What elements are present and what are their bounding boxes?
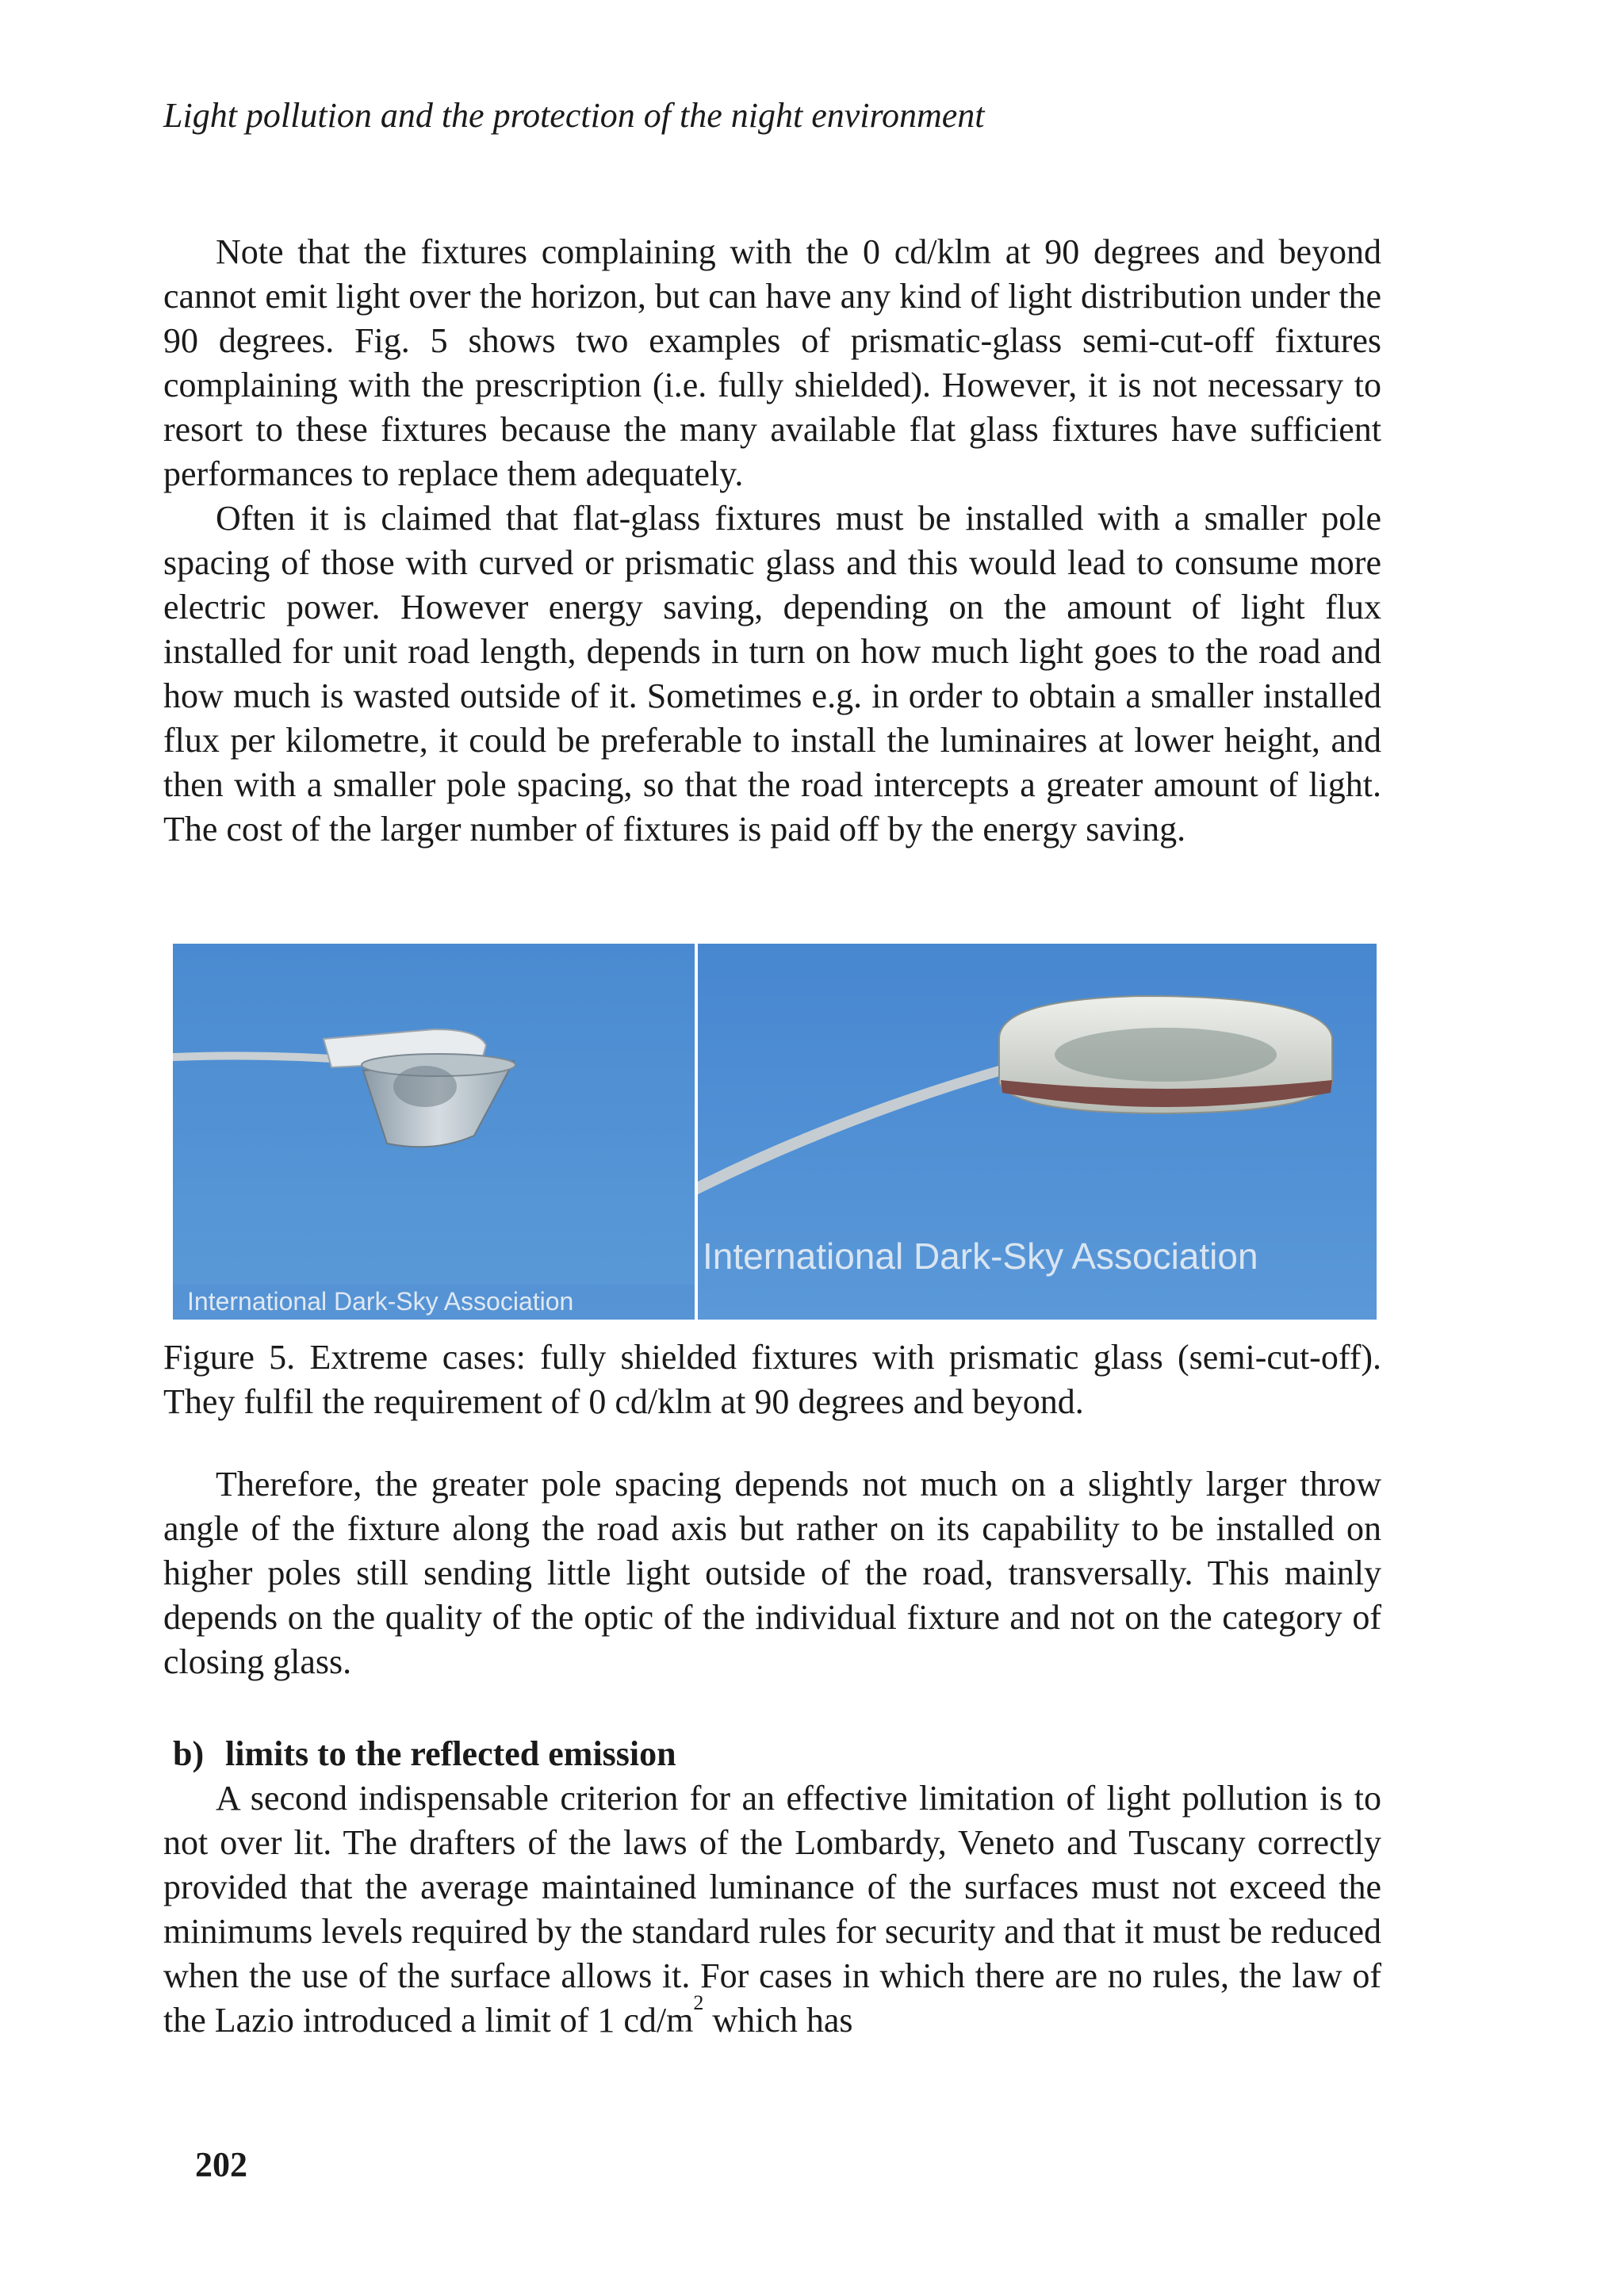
superscript: 2 <box>693 1991 704 2014</box>
paragraph-therefore: Therefore, the greater pole spacing depends not much on a slightly larger throw angle of the fixture along the road axis but rather on its capability to be installed on higher poles still sending little light outside of the road, transversally. This mainly depends on the quality of the optic of the individual fixture and not on the category of closing glass. <box>163 1465 1381 1681</box>
paragraph-text: A second indispensable criterion for an effective limitation of light pollution is to not over lit. The drafters of the laws of the Lombardy, Veneto and Tuscany correctly provided that the average maintained luminance of the surfaces must not exceed the minimums levels required by the standard rules for security and that it must be reduced when the use of the surface allows it. For cases in which there are no rules, the law of the Lazio introduced a limit of 1 cd/m <box>163 1779 1381 2040</box>
figure-caption: Figure 5. Extreme cases: fully shielded fixtures with prismatic glass (semi-cut-off). They fulfil the requirement of 0 cd/klm at 90 degrees and beyond. <box>163 1338 1381 1421</box>
streetlight-semi-cutoff-image <box>173 944 695 1320</box>
section-title: limits to the reflected emission <box>225 1734 676 1773</box>
page-number: 202 <box>195 2145 247 2184</box>
paragraph-text-end: which has <box>703 2001 853 2040</box>
paragraph-reflected-emission <box>163 1776 1381 2043</box>
section-heading-b <box>173 1732 676 1776</box>
body-text-block-3 <box>163 1776 1381 2043</box>
paragraph-fixtures-note: Note that the fixtures complaining with the 0 cd/klm at 90 degrees and beyond cannot emit light over the horizon, but can have any kind of light distribution under the 90 degrees. Fig. 5 shows two examples of prismatic-glass semi-cut-off fixtures complaining with the prescription (i.e. fully shielded). However, it is not necessary to resort to these fixtures because the many available flat glass fixtures have sufficient performances to replace them adequately. <box>163 232 1381 493</box>
body-text-block-1 <box>163 230 1381 852</box>
watermark-right: International Dark-Sky Association <box>703 1236 1258 1277</box>
streetlight-prismatic-image <box>698 944 1377 1320</box>
figure-5-right-photo <box>698 944 1377 1320</box>
figure-5-left-photo <box>173 944 695 1320</box>
body-text-block-2 <box>163 1462 1381 1684</box>
running-header: Light pollution and the protection of the night environment <box>163 96 985 135</box>
watermark-left: International Dark-Sky Association <box>187 1287 574 1316</box>
section-number: b) <box>173 1734 205 1773</box>
paragraph-pole-spacing: Often it is claimed that flat-glass fixtures must be installed with a smaller pole spacing of those with curved or prismatic glass and this would lead to consume more electric power. However energy saving, depending on the amount of light flux installed for unit road length, depends in turn on how much light goes to the road and how much is wasted outside of it. Sometimes e.g. in order to obtain a smaller installed flux per kilometre, it could be preferable to install the luminaires at lower height, and then with a smaller pole spacing, so that the road intercepts a greater amount of light. The cost of the larger number of fixtures is paid off by the energy saving. <box>163 499 1381 849</box>
